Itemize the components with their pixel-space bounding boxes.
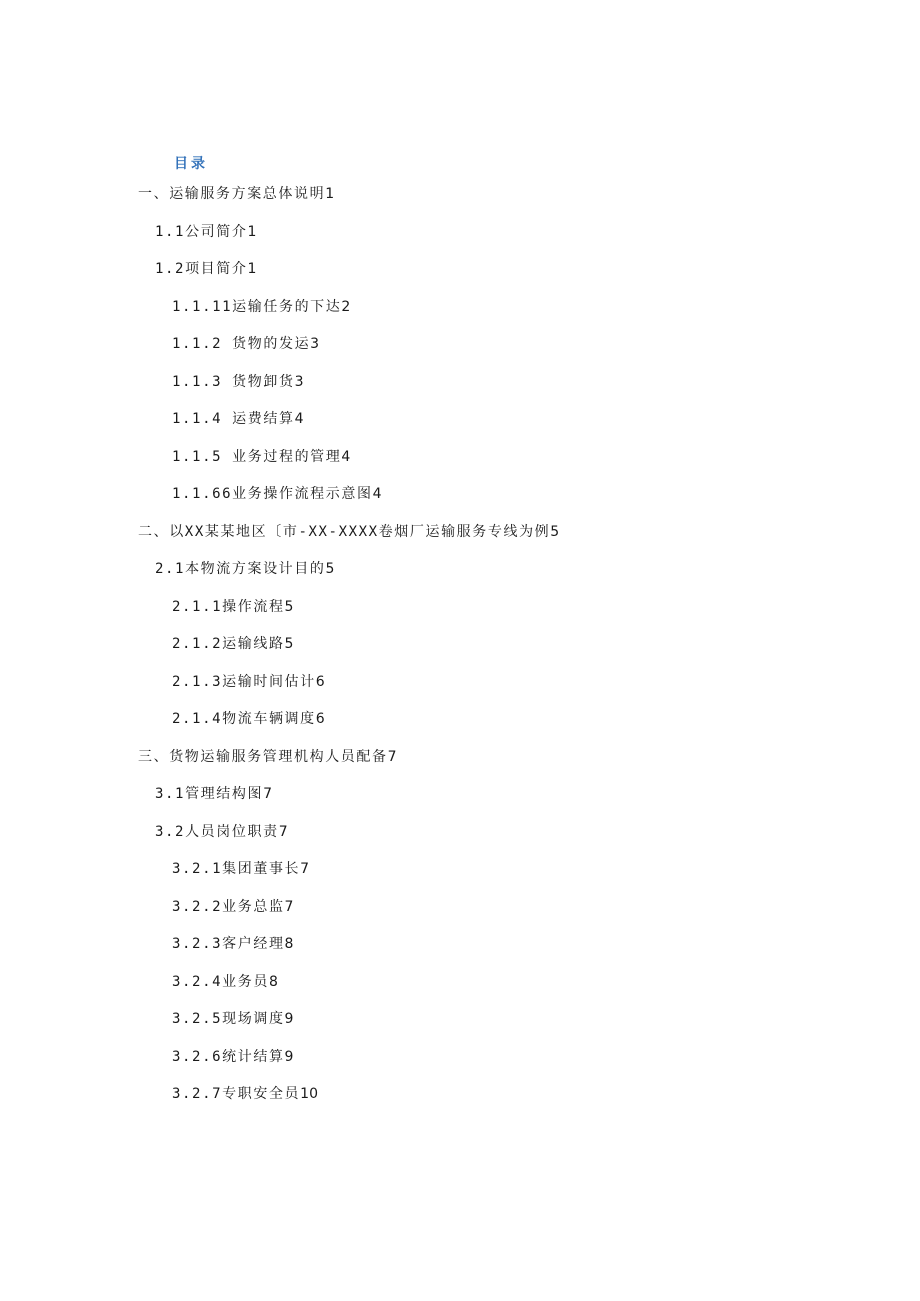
toc-entry[interactable] xyxy=(172,933,293,955)
toc-entry[interactable] xyxy=(155,221,256,243)
toc-entry-text: 一、运输服务方案总体说明 xyxy=(138,186,326,202)
toc-entry-text: 三、货物运输服务管理机构人员配备 xyxy=(138,749,388,765)
toc-entry-text: 3.2.2业务总监 xyxy=(172,899,285,915)
toc-entry-text: 1.1公司简介 xyxy=(155,224,248,240)
toc-entry-page-number: 1 xyxy=(325,186,335,202)
toc-entry[interactable] xyxy=(172,633,293,655)
toc-entry-page-number: 1 xyxy=(247,224,257,240)
toc-entry-page-number: 6 xyxy=(315,674,325,690)
toc-entry-page-number: 4 xyxy=(294,411,304,427)
toc-entry-text: 2.1本物流方案设计目的 xyxy=(155,561,326,577)
toc-entry[interactable] xyxy=(172,596,293,618)
toc-entry[interactable] xyxy=(172,971,278,993)
toc-entry-page-number: 9 xyxy=(284,1011,294,1027)
toc-entry-page-number: 5 xyxy=(550,524,560,540)
toc-entry-text: 3.2.3客户经理 xyxy=(172,936,285,952)
toc-entry-text: 3.2.1集团董事长 xyxy=(172,861,301,877)
toc-entry-page-number: 5 xyxy=(325,561,335,577)
toc-entry-text: 3.2.4业务员 xyxy=(172,974,269,990)
toc-entry-text: 3.2人员岗位职责 xyxy=(155,824,279,840)
toc-entry-text: 2.1.4物流车辆调度 xyxy=(172,711,316,727)
toc-entry[interactable] xyxy=(155,821,288,843)
toc-entry-text: 1.1.4 运费结算 xyxy=(172,411,295,427)
toc-entry-text: 3.2.7专职安全员 xyxy=(172,1086,301,1102)
toc-entry-text: 1.1.66业务操作流程示意图 xyxy=(172,486,373,502)
toc-entry-text: 3.2.6统计结算 xyxy=(172,1049,285,1065)
toc-entry-text: 1.1.2 货物的发运 xyxy=(172,336,311,352)
toc-entry[interactable] xyxy=(172,371,304,393)
toc-entry-page-number: 4 xyxy=(341,449,351,465)
toc-entry[interactable] xyxy=(172,896,293,918)
toc-entry[interactable] xyxy=(172,333,319,355)
toc-entry[interactable] xyxy=(155,558,334,580)
toc-entry[interactable] xyxy=(172,671,325,693)
toc-entry[interactable] xyxy=(172,708,325,730)
toc-entry-text: 2.1.2运输线路 xyxy=(172,636,285,652)
toc-entry[interactable] xyxy=(172,1083,318,1105)
toc-entry-page-number: 3 xyxy=(310,336,320,352)
toc-entry-page-number: 2 xyxy=(341,299,351,315)
toc-entry-page-number: 5 xyxy=(284,636,294,652)
toc-entry-text: 1.2项目简介 xyxy=(155,261,248,277)
toc-entry-text: 2.1.3运输时间估计 xyxy=(172,674,316,690)
toc-entry[interactable] xyxy=(138,521,559,543)
toc-entry-text: 二、以XX某某地区〔市-XX-XXXX卷烟厂运输服务专线为例 xyxy=(138,524,551,540)
toc-entry-text: 3.2.5现场调度 xyxy=(172,1011,285,1027)
toc-entry-text: 2.1.1操作流程 xyxy=(172,599,285,615)
toc-entry-page-number: 7 xyxy=(263,786,273,802)
toc-entry-page-number: 7 xyxy=(284,899,294,915)
toc-entry[interactable] xyxy=(172,446,350,468)
toc-entry-page-number: 4 xyxy=(372,486,382,502)
toc-entry[interactable] xyxy=(138,183,334,205)
toc-entry[interactable] xyxy=(172,1046,293,1068)
toc-entry[interactable] xyxy=(138,746,397,768)
toc-entry-text: 3.1管理结构图 xyxy=(155,786,264,802)
toc-entry-page-number: 7 xyxy=(278,824,288,840)
toc-entry-page-number: 7 xyxy=(300,861,310,877)
toc-entry-page-number: 8 xyxy=(268,974,278,990)
toc-entry[interactable] xyxy=(155,258,256,280)
toc-entry-page-number: 5 xyxy=(284,599,294,615)
toc-entry-text: 1.1.5 业务过程的管理 xyxy=(172,449,342,465)
toc-entry-page-number: 8 xyxy=(284,936,294,952)
toc-entry-page-number: 10 xyxy=(300,1086,318,1102)
toc-entry[interactable] xyxy=(172,858,309,880)
toc-entry[interactable] xyxy=(155,783,272,805)
toc-entry-page-number: 9 xyxy=(284,1049,294,1065)
toc-title: 目录 xyxy=(174,156,208,172)
toc-entry[interactable] xyxy=(172,296,350,318)
toc-entry-page-number: 7 xyxy=(387,749,397,765)
toc-entry[interactable] xyxy=(172,408,304,430)
toc-entry-text: 1.1.3 货物卸货 xyxy=(172,374,295,390)
toc-entry-page-number: 1 xyxy=(247,261,257,277)
toc-entry-text: 1.1.11运输任务的下达 xyxy=(172,299,342,315)
toc-entry[interactable] xyxy=(172,483,382,505)
toc-entry-page-number: 6 xyxy=(315,711,325,727)
toc-entry-page-number: 3 xyxy=(294,374,304,390)
toc-entry[interactable] xyxy=(172,1008,293,1030)
